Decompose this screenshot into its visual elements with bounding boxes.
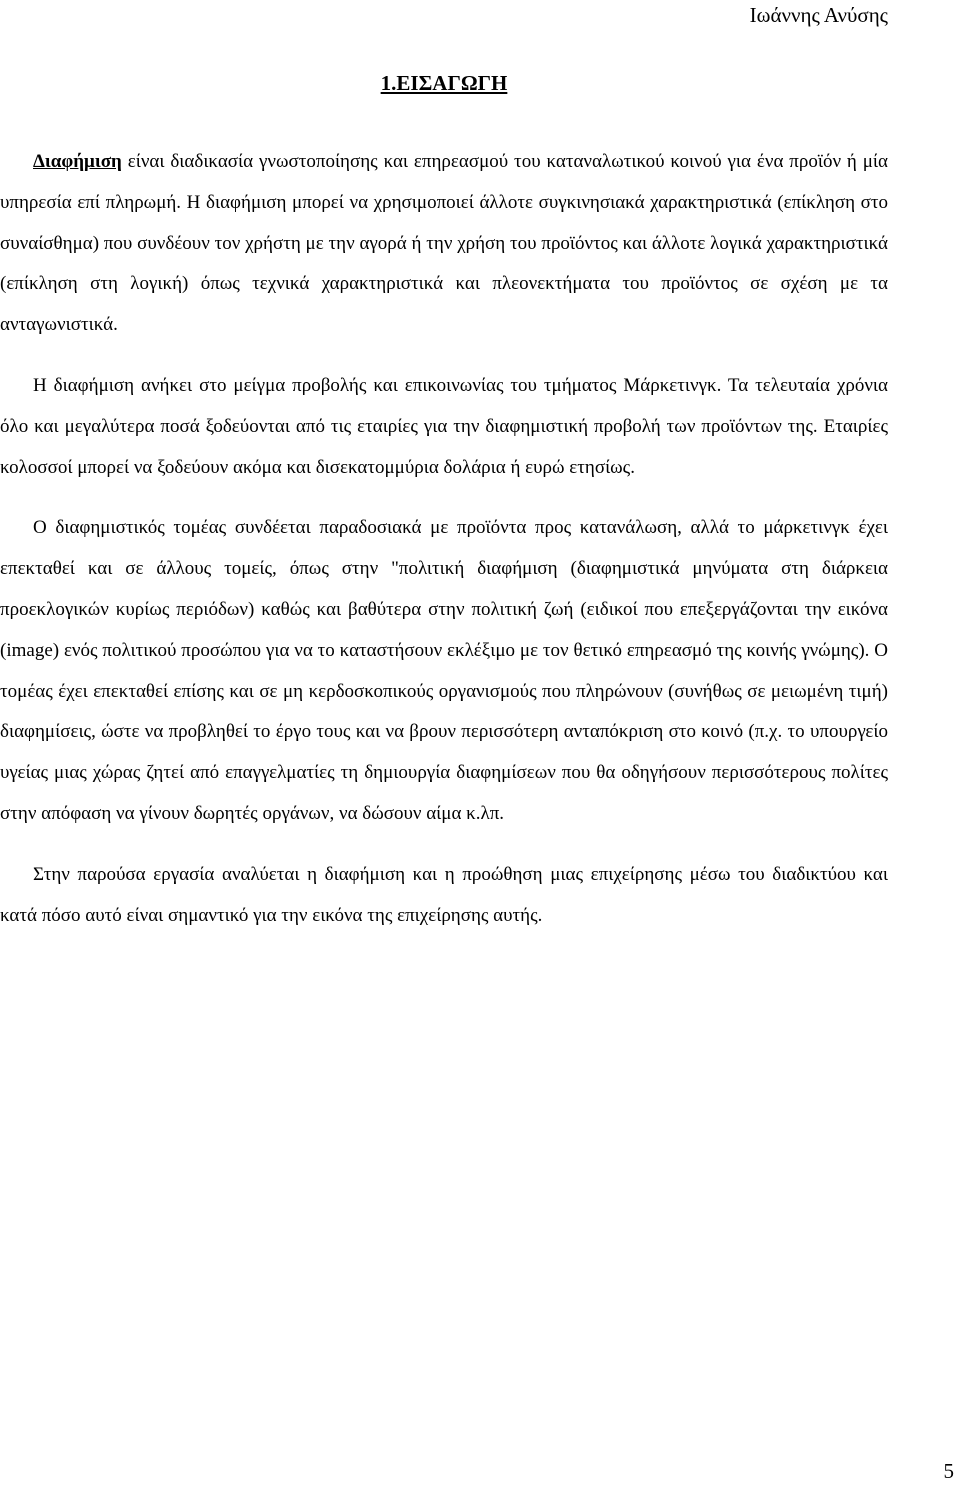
page-number: 5 [943,1459,954,1483]
paragraph-lead-term: Διαφήμιση [33,151,122,172]
paragraph-thesis-scope: Στην παρούσα εργασία αναλύεται η διαφήμιση και η προώθηση μιας επιχείρησης μέσω του διαδικτύου και κατά πόσο αυτό είναι σημαντικό για την εικόνα της επιχείρησης αυτής. [0,863,888,926]
chapter-title: 1.ΕΙΣΑΓΩΓΗ [380,71,508,95]
running-header-author: Ιωάννης Ανύσης [749,3,888,27]
document-body [0,142,888,936]
paragraph-definition-text: είναι διαδικασία γνωστοποίησης και επηρεασμού του καταναλωτικού κοινού για ένα προϊόν ή μία υπηρεσία επί πληρωμή. Η διαφήμιση μπορεί να χρησιμοποιεί άλλοτε συγκινησιακά χαρακτηριστικά (επίκληση στο συναίσθημα) που συνδέουν τον χρήστη με την αγορά ή την χρήση του προϊόντος και άλλοτε λογικά χαρακτηριστικά (επίκληση στη λογική) όπως τεχνικά χαρακτηριστικά και πλεονεκτήματα του προϊόντος σε σχέση με τα ανταγωνιστικά. [0,151,888,336]
paragraph-definition [0,142,888,346]
paragraph-advertising-sectors: Ο διαφημιστικός τομέας συνδέεται παραδοσιακά με προϊόντα προς κατανάλωση, αλλά το μάρκετινγκ έχει επεκταθεί και σε άλλους τομείς, όπως στην "πολιτική διαφήμιση (διαφημιστικά μηνύματα στη διάρκεια προεκλογικών κυρίως περιόδων) καθώς και βαθύτερα στην πολιτική ζωή (ειδικοί που επεξεργάζονται την εικόνα (image) ενός πολιτικού προσώπου για να το καταστήσουν εκλέξιμο με τον θετικό επηρεασμό της κοινής γνώμης). Ο τομέας έχει επεκταθεί επίσης και σε μη κερδοσκοπικούς οργανισμούς που πληρώνουν (συνήθως σε μειωμένη τιμή) διαφημίσεις, ώστε να προβληθεί το έργο τους και να βρουν περισσότερη ανταπόκριση στο κοινό (π.χ. το υπουργείο υγείας μιας χώρας ζητεί από επαγγελματίες τη δημιουργία διαφημίσεων που θα οδηγήσουν περισσότερους πολίτες στην απόφαση να γίνουν δωρητές οργάνων, να δώσουν αίμα κ.λπ. [0,517,888,824]
paragraph-marketing-mix: Η διαφήμιση ανήκει στο μείγμα προβολής και επικοινωνίας του τμήματος Μάρκετινγκ. Τα τελευταία χρόνια όλο και μεγαλύτερα ποσά ξοδεύονται από τις εταιρίες για την διαφημιστική προβολή των προϊόντων της. Εταιρίες κολοσσοί μπορεί να ξοδεύουν ακόμα και δισεκατομμύρια δολάρια ή ευρώ ετησίως. [0,374,888,478]
